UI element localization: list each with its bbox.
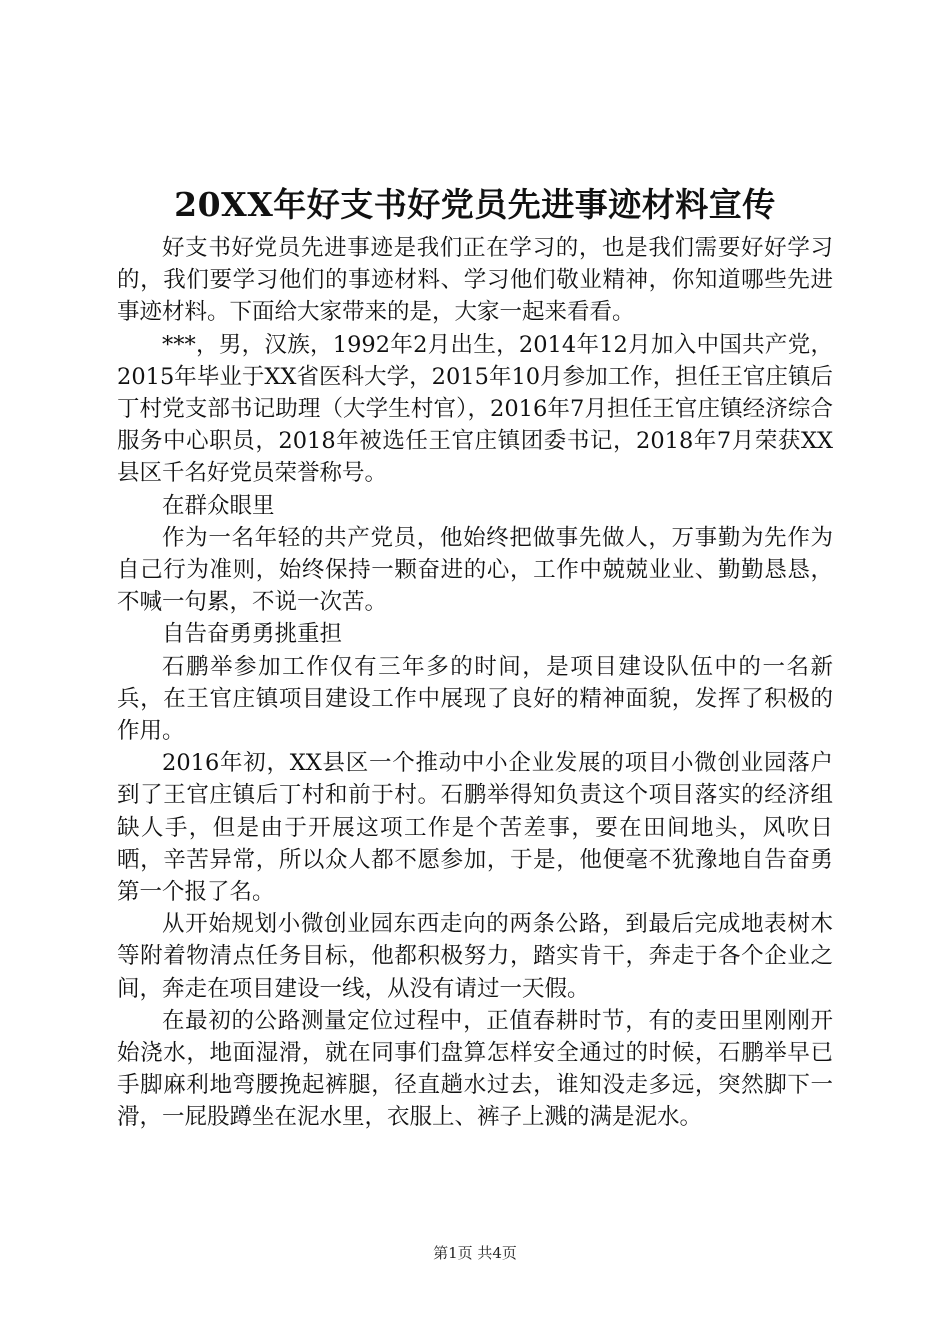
body-paragraph: 石鹏举参加工作仅有三年多的时间，是项目建设队伍中的一名新兵，在王官庄镇项目建设工作中展现了良好的精神面貌，发挥了积极的作用。 [117, 653, 833, 745]
document-body [117, 232, 833, 1134]
page-footer: 第1页 共4页 [433, 1244, 517, 1262]
section-heading: 在群众眼里 [162, 492, 275, 519]
body-paragraph: 2016年初，XX县区一个推动中小企业发展的项目小微创业园落户到了王官庄镇后丁村和前于村。石鹏举得知负责这个项目落实的经济组缺人手，但是由于开展这项工作是个苦差事，要在田间地头，风吹日晒，辛苦异常，所以众人都不愿参加，于是，他便毫不犹豫地自告奋勇第一个报了名。 [117, 750, 833, 906]
intro-paragraph: 好支书好党员先进事迹是我们正在学习的，也是我们需要好好学习的，我们要学习他们的事迹材料、学习他们敬业精神，你知道哪些先进事迹材料。下面给大家带来的是，大家一起来看看。 [117, 235, 833, 326]
document-title: 20XX年好支书好党员先进事迹材料宣传 [174, 185, 776, 224]
body-paragraph: 从开始规划小微创业园东西走向的两条公路，到最后完成地表树木等附着物清点任务目标，他都积极努力，踏实肯干，奔走于各个企业之间，奔走在项目建设一线，从没有请过一天假。 [117, 911, 833, 1002]
profile-paragraph: ***，男，汉族，1992年2月出生，2014年12月加入中国共产党，2015年毕业于XX省医科大学，2015年10月参加工作，担任王官庄镇后丁村党支部书记助理（大学生村官），2016年7月担任王官庄镇经济综合服务中心职员，2018年被选任王官庄镇团委书记，2018年7月荣获XX县区千名好党员荣誉称号。 [117, 331, 833, 487]
body-paragraph: 作为一名年轻的共产党员，他始终把做事先做人，万事勤为先作为自己行为准则，始终保持一颗奋进的心，工作中兢兢业业、勤勤恳恳，不喊一句累，不说一次苦。 [117, 524, 833, 616]
section-heading: 自告奋勇勇挑重担 [162, 621, 343, 648]
body-paragraph: 在最初的公路测量定位过程中，正值春耕时节，有的麦田里刚刚开始浇水，地面湿滑，就在同事们盘算怎样安全通过的时候，石鹏举早已手脚麻利地弯腰挽起裤腿，径直趟水过去，谁知没走多远，突然脚下一滑，一屁股蹲坐在泥水里，衣服上、裤子上溅的满是泥水。 [117, 1007, 833, 1131]
